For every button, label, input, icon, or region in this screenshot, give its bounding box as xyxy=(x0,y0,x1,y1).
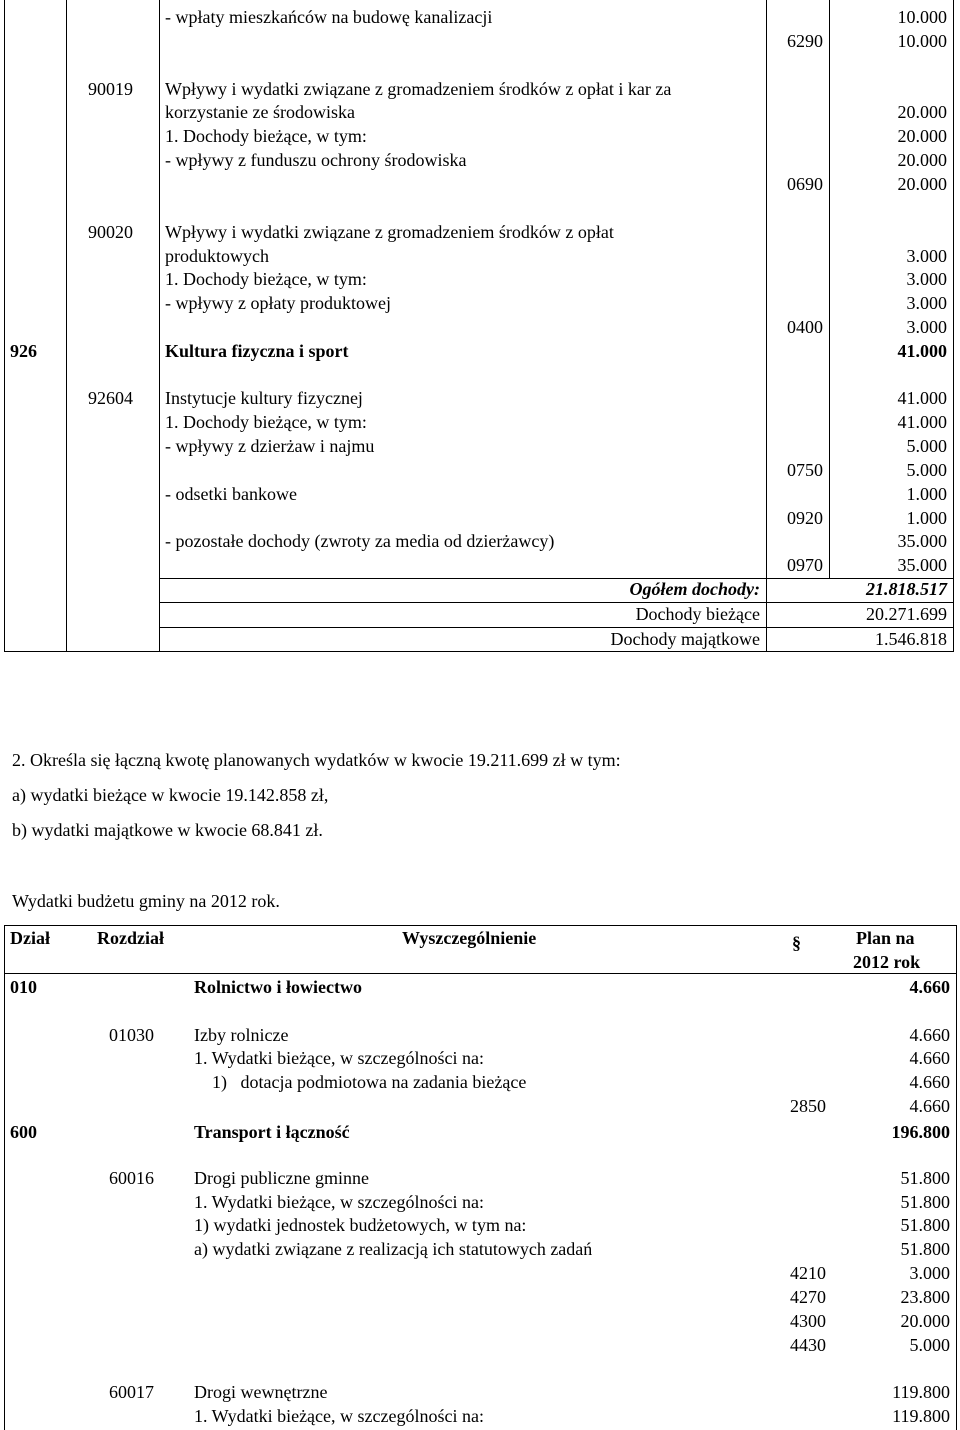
income-row-amount: 20.000 xyxy=(897,102,947,122)
expense-amount: 20.000 xyxy=(900,1311,950,1331)
expense-amount: 51.800 xyxy=(900,1239,950,1259)
income-row-text: - wpływy z dzierżaw i najmu xyxy=(165,436,375,456)
expense-text: Drogi wewnętrzne xyxy=(194,1382,328,1402)
income-row-text: Instytucje kultury fizycznej xyxy=(165,388,363,408)
expense-text: 1. Wydatki bieżące, w szczególności na: xyxy=(194,1406,484,1426)
header-dzial: Dział xyxy=(10,928,50,948)
income-row-text: - wpływy z opłaty produktowej xyxy=(165,293,391,313)
income-row-amount: 10.000 xyxy=(897,7,947,27)
income-row-code: 0400 xyxy=(787,317,823,337)
paragraph-current-expenses: a) wydatki bieżące w kwocie 19.142.858 zł, xyxy=(12,785,329,805)
expense-amount: 196.800 xyxy=(891,1122,950,1142)
income-row-amount: 10.000 xyxy=(897,31,947,51)
total-amount: 20.271.699 xyxy=(866,604,947,624)
expense-code: 4430 xyxy=(790,1335,826,1355)
income-row-text: korzystanie ze środowiska xyxy=(165,102,355,122)
expense-text: 1. Wydatki bieżące, w szczególności na: xyxy=(194,1048,484,1068)
expense-section-title: Rolnictwo i łowiectwo xyxy=(194,977,362,997)
income-row-code: 0920 xyxy=(787,508,823,528)
income-row-amount: 3.000 xyxy=(906,317,947,337)
income-row-amount: 41.000 xyxy=(897,388,947,408)
income-row-amount: 20.000 xyxy=(897,126,947,146)
border-rozdzial xyxy=(159,0,160,652)
border-top xyxy=(4,925,957,926)
expense-dzial: 600 xyxy=(10,1122,37,1142)
expense-code: 4270 xyxy=(790,1287,826,1307)
expenses-heading: Wydatki budżetu gminy na 2012 rok. xyxy=(12,891,280,911)
income-rozdzial: 92604 xyxy=(88,388,133,408)
expense-text: Drogi publiczne gminne xyxy=(194,1168,369,1188)
income-row-code: 0690 xyxy=(787,174,823,194)
income-row-code: 0750 xyxy=(787,460,823,480)
total-label: Dochody majątkowe xyxy=(610,629,760,649)
expense-amount: 3.000 xyxy=(909,1263,950,1283)
expense-amount: 51.800 xyxy=(900,1215,950,1235)
expense-amount: 119.800 xyxy=(892,1382,950,1402)
income-row-text: 1. Dochody bieżące, w tym: xyxy=(165,412,367,432)
paragraph-capital-expenses: b) wydatki majątkowe w kwocie 68.841 zł. xyxy=(12,820,323,840)
header-rozdzial: Rozdział xyxy=(97,928,164,948)
expense-text: Izby rolnicze xyxy=(194,1025,289,1045)
expense-amount: 5.000 xyxy=(909,1335,950,1355)
header-paragraph: § xyxy=(792,933,801,953)
expense-text: 1. Wydatki bieżące, w szczególności na: xyxy=(194,1192,484,1212)
expense-amount: 4.660 xyxy=(909,1025,950,1045)
income-row-amount: 1.000 xyxy=(906,484,947,504)
income-row-amount: 3.000 xyxy=(906,269,947,289)
income-rozdzial: 90020 xyxy=(88,222,133,242)
expense-code: 4210 xyxy=(790,1263,826,1283)
expense-dzial: 010 xyxy=(10,977,37,997)
income-row-text: - wpływy z funduszu ochrony środowiska xyxy=(165,150,467,170)
expense-amount: 51.800 xyxy=(900,1192,950,1212)
income-row-code: 0970 xyxy=(787,555,823,575)
expense-text: 1) dotacja podmiotowa na zadania bieżące xyxy=(212,1072,527,1092)
income-row-amount: 5.000 xyxy=(906,460,947,480)
expense-rozdzial: 01030 xyxy=(109,1025,154,1045)
income-rozdzial: 90019 xyxy=(88,79,133,99)
total-label: Ogółem dochody: xyxy=(629,579,760,599)
border-left xyxy=(4,0,5,652)
income-row-amount: 41.000 xyxy=(897,341,947,361)
income-row-amount: 3.000 xyxy=(906,293,947,313)
expense-rozdzial: 60016 xyxy=(109,1168,154,1188)
paragraph-total-expenses: 2. Określa się łączną kwotę planowanych wydatków w kwocie 19.211.699 zł w tym: xyxy=(12,750,621,770)
border-left xyxy=(4,925,5,1430)
expense-amount: 4.660 xyxy=(909,977,950,997)
expense-code: 2850 xyxy=(790,1096,826,1116)
expense-text: a) wydatki związane z realizacją ich statutowych zadań xyxy=(194,1239,593,1259)
expense-amount: 4.660 xyxy=(909,1048,950,1068)
total-amount: 1.546.818 xyxy=(875,629,947,649)
expense-text: 1) wydatki jednostek budżetowych, w tym na: xyxy=(194,1215,527,1235)
expense-amount: 119.800 xyxy=(892,1406,950,1426)
expense-code: 4300 xyxy=(790,1311,826,1331)
expense-amount: 51.800 xyxy=(900,1168,950,1188)
border-dzial xyxy=(66,0,67,652)
income-row-amount: 1.000 xyxy=(906,508,947,528)
income-section-title: Kultura fizyczna i sport xyxy=(165,341,349,361)
income-row-text: Wpływy i wydatki związane z gromadzeniem środków z opłat i kar za xyxy=(165,79,672,99)
income-row-text: Wpływy i wydatki związane z gromadzeniem środków z opłat xyxy=(165,222,614,242)
income-row-text: - pozostałe dochody (zwroty za media od dzierżawcy) xyxy=(165,531,555,551)
income-row-text: produktowych xyxy=(165,246,269,266)
income-row-amount: 41.000 xyxy=(897,412,947,432)
total-label: Dochody bieżące xyxy=(635,604,760,624)
expense-rozdzial: 60017 xyxy=(109,1382,154,1402)
income-row-code: 6290 xyxy=(787,31,823,51)
income-row-text: 1. Dochody bieżące, w tym: xyxy=(165,269,367,289)
income-row-text: 1. Dochody bieżące, w tym: xyxy=(165,126,367,146)
income-row-amount: 35.000 xyxy=(897,531,947,551)
income-row-amount: 20.000 xyxy=(897,150,947,170)
border-right xyxy=(953,0,954,652)
income-row-amount: 35.000 xyxy=(897,555,947,575)
border-right xyxy=(956,925,957,1430)
header-plan: Plan na xyxy=(856,928,915,948)
expense-amount: 4.660 xyxy=(909,1072,950,1092)
income-row-text: - wpłaty mieszkańców na budowę kanalizacji xyxy=(165,7,493,27)
total-amount: 21.818.517 xyxy=(866,579,947,599)
expense-amount: 4.660 xyxy=(909,1096,950,1116)
expense-amount: 23.800 xyxy=(900,1287,950,1307)
income-row-amount: 20.000 xyxy=(897,174,947,194)
income-row-text: - odsetki bankowe xyxy=(165,484,297,504)
border-bottom xyxy=(4,651,954,652)
header-description: Wyszczególnienie xyxy=(402,928,537,948)
header-plan-year: 2012 rok xyxy=(853,952,921,972)
income-dzial: 926 xyxy=(10,341,37,361)
header-border xyxy=(4,973,957,974)
income-row-amount: 5.000 xyxy=(906,436,947,456)
income-row-amount: 3.000 xyxy=(906,246,947,266)
expense-section-title: Transport i łączność xyxy=(194,1122,350,1142)
